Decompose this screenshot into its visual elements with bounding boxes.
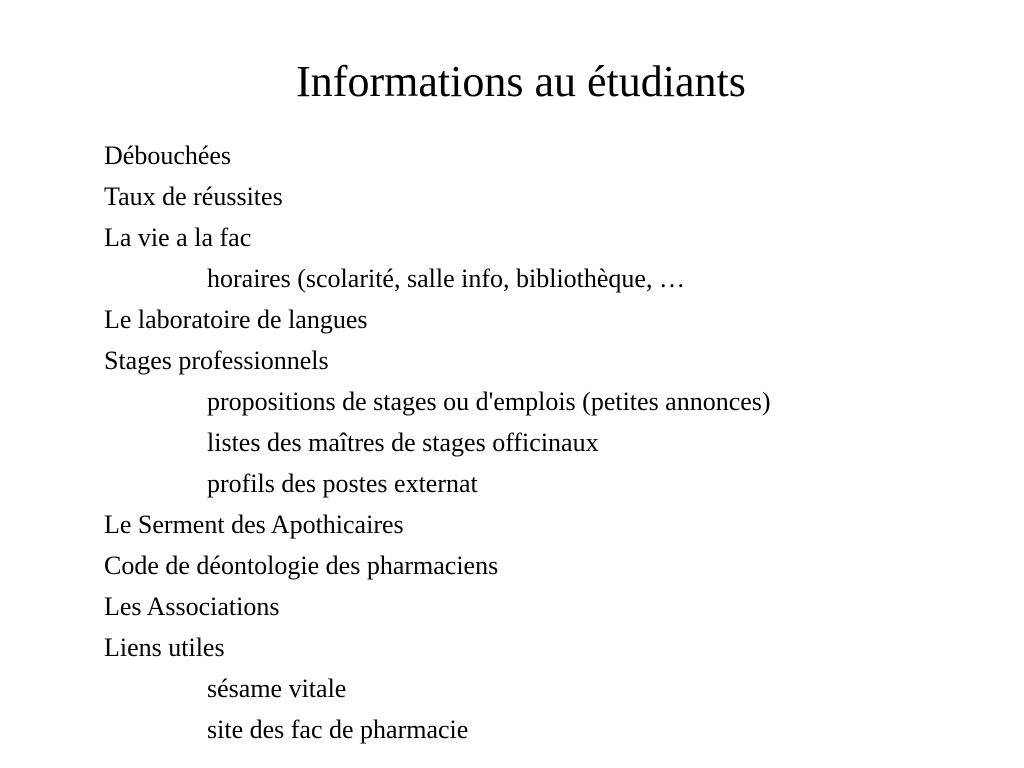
list-subitem: sésame vitale: [207, 674, 347, 703]
slide-item-list: [104, 135, 771, 750]
list-item: Code de déontologie des pharmaciens: [104, 551, 499, 580]
list-subitem: propositions de stages ou d'emplois (petites annonces): [207, 387, 771, 416]
list-item: Les Associations: [104, 592, 280, 621]
list-item: Stages professionnels: [104, 346, 329, 375]
list-subitem: listes des maîtres de stages officinaux: [207, 428, 599, 457]
list-item: Le Serment des Apothicaires: [104, 510, 404, 539]
list-subitem: profils des postes externat: [207, 469, 478, 498]
list-item: Le laboratoire de langues: [104, 305, 368, 334]
list-item: La vie a la fac: [104, 223, 252, 252]
list-subitem: horaires (scolarité, salle info, bibliothèque, …: [207, 264, 685, 293]
list-subitem: site des fac de pharmacie: [207, 715, 469, 744]
list-item: Taux de réussites: [104, 182, 283, 211]
list-item: Débouchées: [104, 141, 232, 170]
slide-title: Informations au étudiants: [296, 57, 746, 106]
list-item: Liens utiles: [104, 633, 225, 662]
